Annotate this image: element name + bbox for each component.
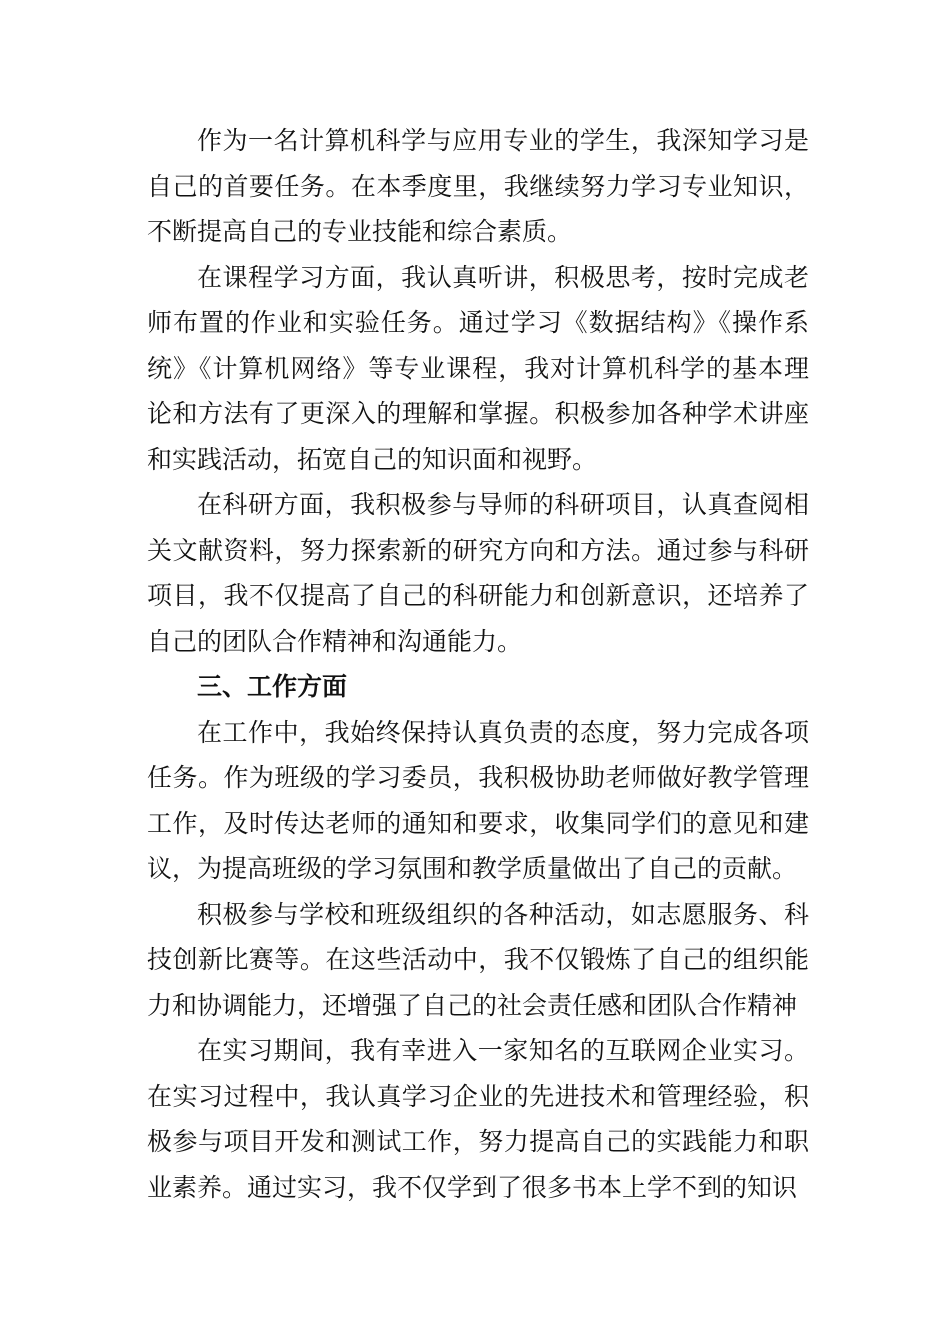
section-heading-work: 三、工作方面: [197, 672, 348, 701]
paragraph-coursework: 在课程学习方面，我认真听讲，积极思考，按时完成老师布置的作业和实验任务。通过学习《数据结构》《操作系统》《计算机网络》等专业课程，我对计算机科学的基本理论和方法有了更深入的理解和掌握。积极参加各种学术讲座和实践活动，拓宽自己的知识面和视野。: [147, 262, 809, 474]
paragraph-research: 在科研方面，我积极参与导师的科研项目，认真查阅相关文献资料，努力探索新的研究方向和方法。通过参与科研项目，我不仅提高了自己的科研能力和创新意识，还培养了自己的团队合作精神和沟通能力。: [147, 490, 809, 656]
paragraph-internship: 在实习期间，我有幸进入一家知名的互联网企业实习。在实习过程中，我认真学习企业的先进技术和管理经验，积极参与项目开发和测试工作，努力提高自己的实践能力和职业素养。通过实习，我不仅学到了很多书本上学不到的知识: [147, 1036, 809, 1202]
paragraph-study-intro: 作为一名计算机科学与应用专业的学生，我深知学习是自己的首要任务。在本季度里，我继续努力学习专业知识，不断提高自己的专业技能和综合素质。: [147, 126, 809, 246]
document-body: [147, 118, 809, 1210]
paragraph-work-attitude: 在工作中，我始终保持认真负责的态度，努力完成各项任务。作为班级的学习委员，我积极协助老师做好教学管理工作，及时传达老师的通知和要求，收集同学们的意见和建议，为提高班级的学习氛围和教学质量做出了自己的贡献。: [147, 717, 809, 883]
paragraph-activities: 积极参与学校和班级组织的各种活动，如志愿服务、科技创新比赛等。在这些活动中，我不仅锻炼了自己的组织能力和协调能力，还增强了自己的社会责任感和团队合作精神: [147, 899, 809, 1020]
